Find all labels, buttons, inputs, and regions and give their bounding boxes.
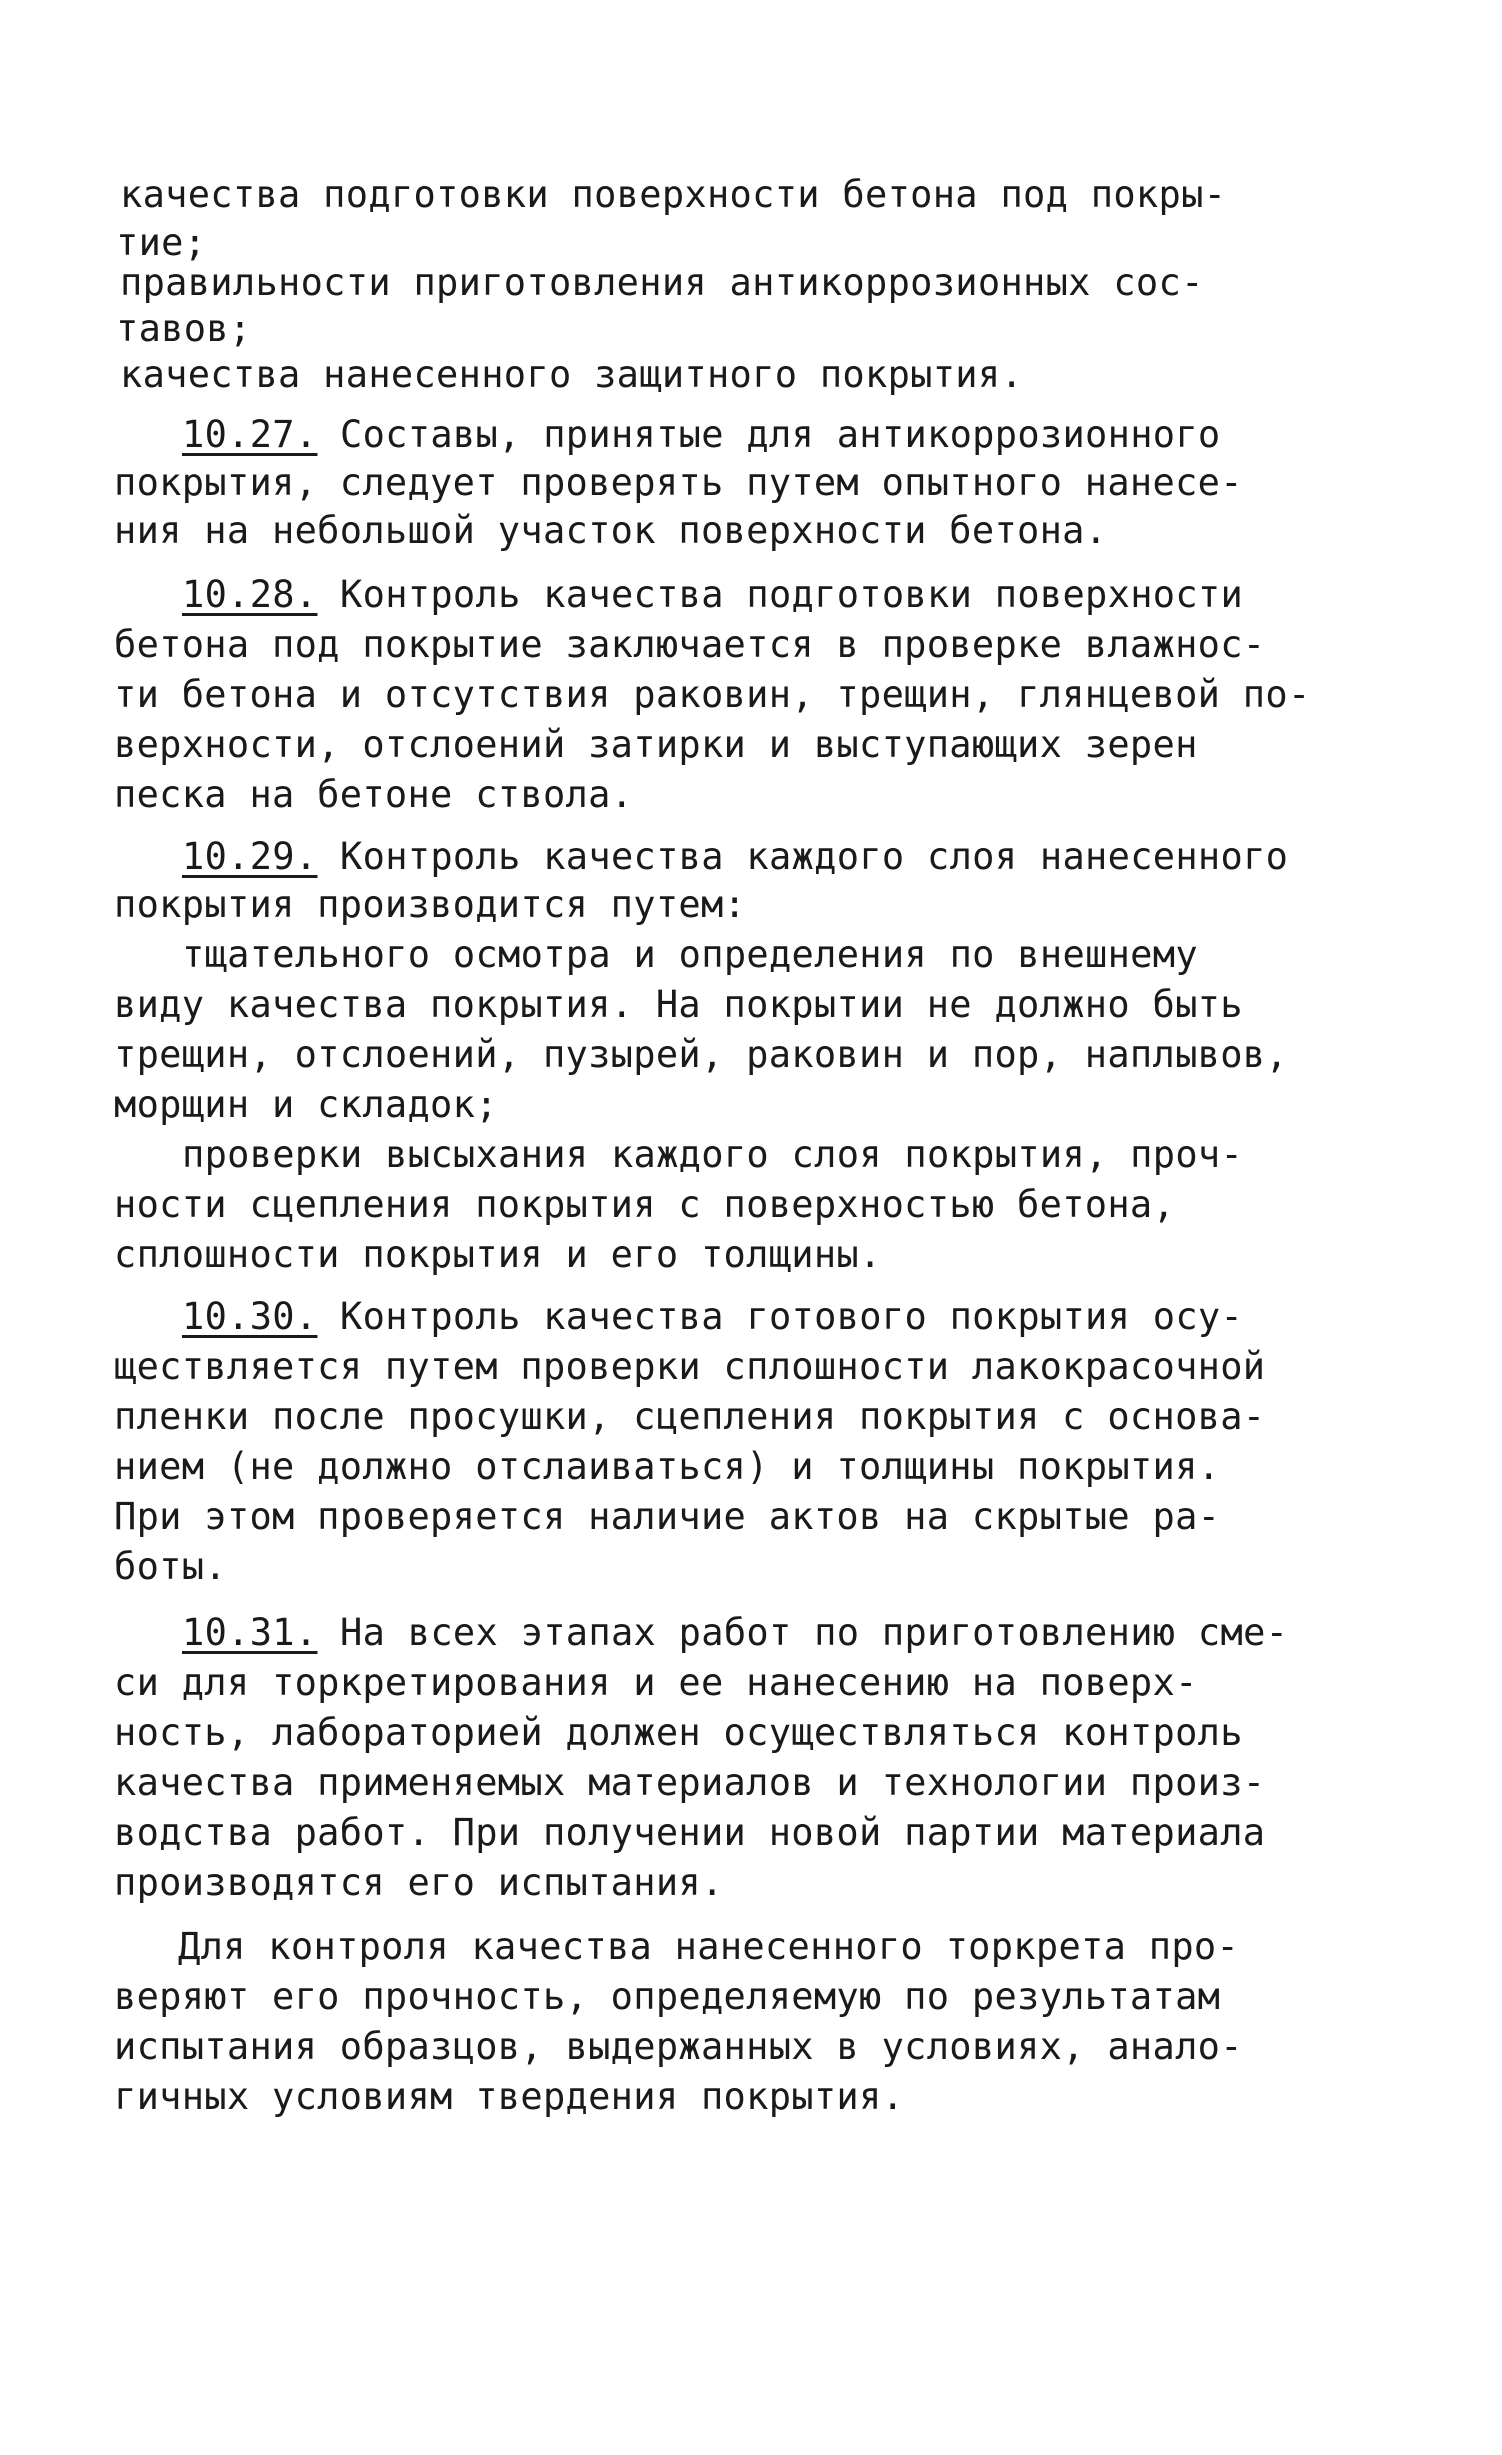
text-line: производятся его испытания. — [114, 1861, 724, 1904]
section-number: 10.30. — [182, 1295, 318, 1338]
text-line: качества подготовки поверхности бетона под покры- — [120, 173, 1227, 216]
text-line: гичных условиям твердения покрытия. — [114, 2075, 905, 2118]
text-line: ти бетона и отсутствия раковин, трещин, глянцевой по- — [114, 673, 1311, 716]
paragraph-10-29-first-line: 10.29. Контроль качества каждого слоя нанесенного — [182, 835, 1289, 878]
text-line: При этом проверяется наличие актов на скрытые ра- — [114, 1495, 1221, 1538]
paragraph-10-27-first-line: 10.27. Составы, принятые для антикоррозионного — [182, 413, 1221, 456]
paragraph-10-28-first-line: 10.28. Контроль качества подготовки поверхности — [182, 573, 1244, 616]
paragraph-10-31-first-line: 10.31. На всех этапах работ по приготовлению сме- — [182, 1611, 1289, 1654]
text-line: боты. — [114, 1545, 227, 1588]
text-line: си для торкретирования и ее нанесению на поверх- — [114, 1661, 1198, 1704]
text-line: ществляется путем проверки сплошности лакокрасочной — [114, 1345, 1266, 1388]
text-line: виду качества покрытия. На покрытии не должно быть — [114, 983, 1243, 1026]
text-line: ния на небольшой участок поверхности бетона. — [114, 509, 1108, 552]
text-line: трещин, отслоений, пузырей, раковин и пор, наплывов, — [114, 1033, 1288, 1076]
text-line: веряют его прочность, определяемую по результатам — [114, 1975, 1221, 2018]
text-line: тие; — [116, 221, 207, 264]
text-line: водства работ. При получении новой партии материала — [114, 1811, 1266, 1854]
text-line: качества применяемых материалов и технологии произ- — [114, 1761, 1266, 1804]
text-line: ность, лабораторией должен осуществляться контроль — [114, 1711, 1243, 1754]
text-line: правильности приготовления антикоррозионных сос- — [120, 261, 1204, 304]
text-line: покрытия, следует проверять путем опытного нанесе- — [114, 461, 1243, 504]
paragraph-10-30-first-line: 10.30. Контроль качества готового покрытия осу- — [182, 1295, 1244, 1338]
text-line: пленки после просушки, сцепления покрытия с основа- — [114, 1395, 1266, 1438]
text-line: сплошности покрытия и его толщины. — [114, 1233, 882, 1276]
text-line: морщин и складок; — [114, 1083, 498, 1126]
text-line: тавов; — [116, 307, 252, 350]
section-number: 10.28. — [182, 573, 318, 616]
text-line: качества нанесенного защитного покрытия. — [120, 353, 1024, 396]
text-line: бетона под покрытие заключается в проверке влажнос- — [114, 623, 1266, 666]
text-line: песка на бетоне ствола. — [114, 773, 634, 816]
text-line: покрытия производится путем: — [114, 883, 747, 926]
text-line: верхности, отслоений затирки и выступающих зерен — [114, 723, 1198, 766]
text-line: Для контроля качества нанесенного торкрета про- — [178, 1925, 1240, 1968]
section-number: 10.27. — [182, 413, 318, 456]
section-number: 10.29. — [182, 835, 318, 878]
text-line: проверки высыхания каждого слоя покрытия, проч- — [182, 1133, 1244, 1176]
text-line: испытания образцов, выдержанных в условиях, анало- — [114, 2025, 1243, 2068]
text-line: нием (не должно отслаиваться) и толщины покрытия. — [114, 1445, 1221, 1488]
section-number: 10.31. — [182, 1611, 318, 1654]
text-line: ности сцепления покрытия с поверхностью бетона, — [114, 1183, 1176, 1226]
text-line: тщательного осмотра и определения по внешнему — [182, 933, 1198, 976]
